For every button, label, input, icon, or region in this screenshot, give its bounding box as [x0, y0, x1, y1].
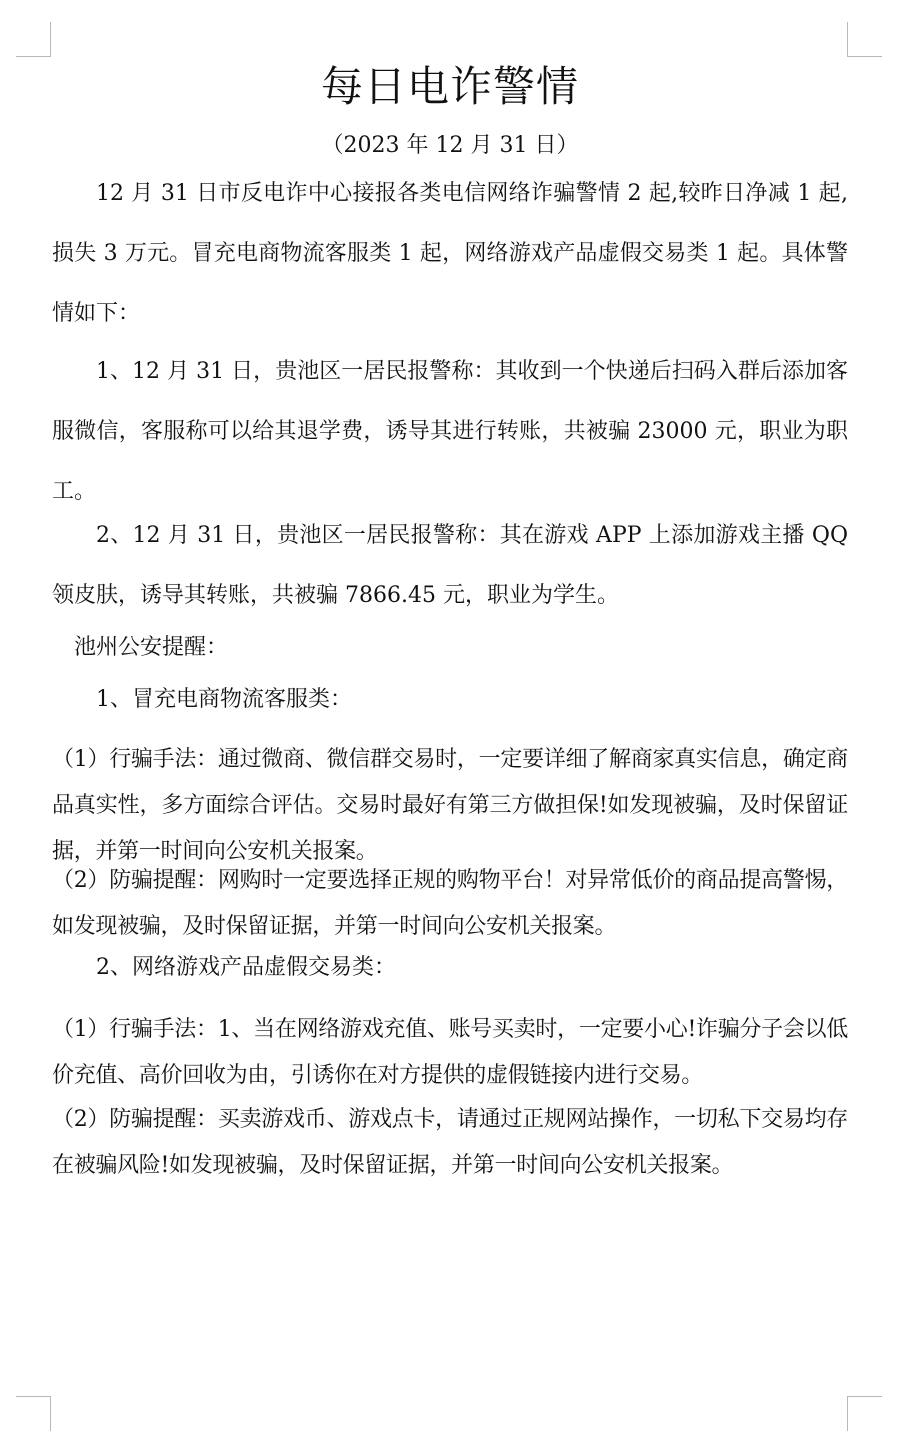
prevention-tip-paragraph: （2）防骗提醒：网购时一定要选择正规的购物平台！对异常低价的商品提高警惕，如发现被骗，及时保留证据，并第一时间向公安机关报案。: [52, 868, 848, 939]
case-item: 1、12 月 31 日，贵池区一居民报警称：其收到一个快递后扫码入群后添加客服微信，客服称可以给其退学费，诱导其进行转账，共被骗 23000 元，职业为职工。: [52, 359, 848, 504]
fraud-method-paragraph: （1）行骗手法：1、当在网络游戏充值、账号买卖时，一定要小心!诈骗分子会以低价充值、高价回收为由，引诱你在对方提供的虚假链接内进行交易。: [52, 1017, 848, 1088]
prevention-tip-paragraph: （2）防骗提醒：买卖游戏币、游戏点卡，请通过正规网站操作，一切私下交易均存在被骗风险!如发现被骗，及时保留证据，并第一时间向公安机关报案。: [52, 1107, 848, 1178]
category-heading: 2、网络游戏产品虚假交易类：: [96, 955, 396, 980]
summary-paragraph: 12 月 31 日市反电诈中心接报各类电信网络诈骗警情 2 起,较昨日净减 1 起,损失 3 万元。冒充电商物流客服类 1 起，网络游戏产品虚假交易类 1 起。具体警情如下：: [52, 181, 848, 326]
fraud-method-paragraph: （1）行骗手法：通过微商、微信群交易时，一定要详细了解商家真实信息，确定商品真实性，多方面综合评估。交易时最好有第三方做担保!如发现被骗，及时保留证据，并第一时间向公安机关报案。: [52, 747, 848, 864]
document-date: （2023 年 12 月 31 日）: [321, 133, 579, 158]
crop-mark-bottom-left: [16, 1396, 51, 1431]
document-title: 每日电诈警情: [320, 62, 579, 111]
case-item: 2、12 月 31 日，贵池区一居民报警称：其在游戏 APP 上添加游戏主播 QQ 领皮肤，诱导其转账，共被骗 7866.45 元，职业为学生。: [52, 523, 848, 608]
category-heading: 1、冒充电商物流客服类：: [96, 687, 352, 712]
crop-mark-top-left: [16, 22, 51, 57]
crop-mark-top-right: [847, 22, 882, 57]
reminder-heading: 池州公安提醒：: [74, 635, 229, 660]
crop-mark-bottom-right: [847, 1396, 882, 1431]
